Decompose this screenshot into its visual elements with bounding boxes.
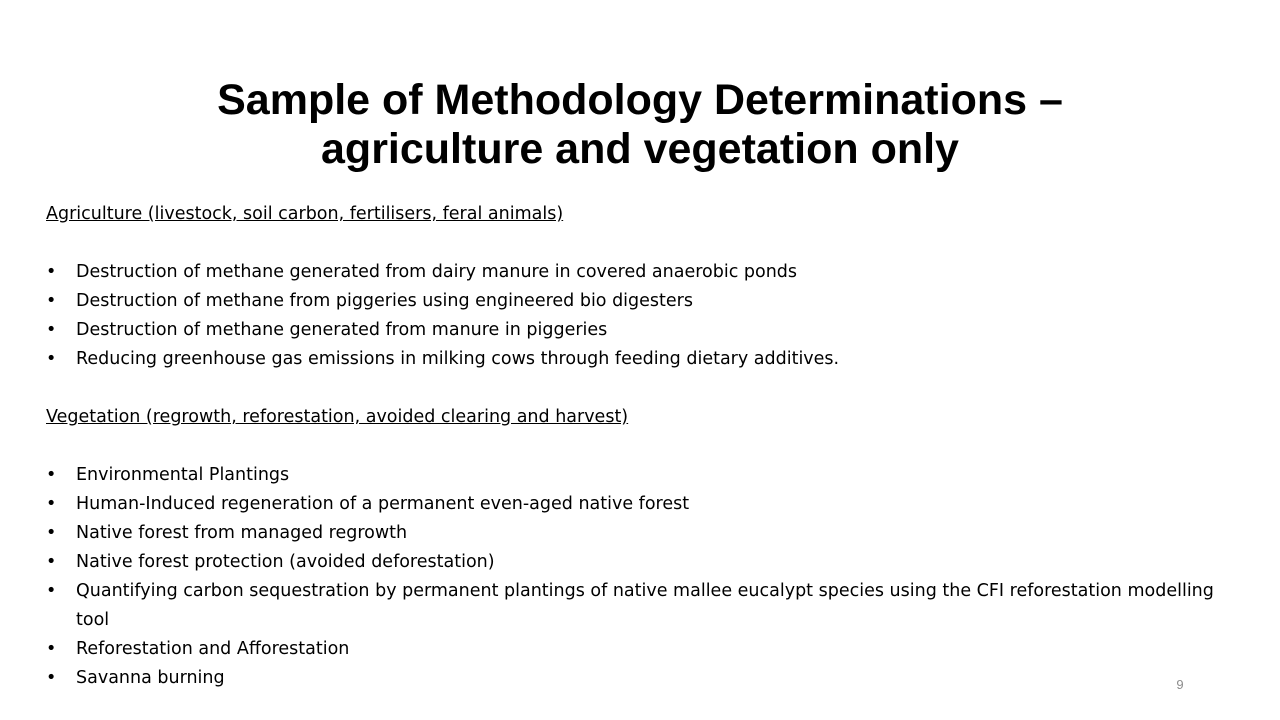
list-item: • Destruction of methane generated from dairy manure in covered anaerobic ponds	[46, 258, 1246, 287]
list-item: • Savanna burning	[46, 664, 1246, 693]
spacer	[46, 374, 1246, 403]
spacer	[46, 229, 1246, 258]
spacer	[46, 432, 1246, 461]
slide-title-line-1: Sample of Methodology Determinations –	[217, 76, 1063, 124]
list-item: • Destruction of methane from piggeries using engineered bio digesters	[46, 287, 1246, 316]
list-item: • Quantifying carbon sequestration by permanent plantings of native mallee eucalypt species using the CFI reforestation modelling tool	[46, 577, 1246, 635]
section-heading-agriculture: Agriculture (livestock, soil carbon, fertilisers, feral animals)	[46, 204, 564, 224]
list-item: • Native forest protection (avoided deforestation)	[46, 548, 1246, 577]
bullet-list-vegetation	[46, 461, 1246, 693]
slide-body	[46, 200, 1246, 693]
list-item: • Destruction of methane generated from manure in piggeries	[46, 316, 1246, 345]
list-item: • Human-Induced regeneration of a permanent even-aged native forest	[46, 490, 1246, 519]
section-agriculture	[46, 200, 1246, 374]
list-item: • Reforestation and Afforestation	[46, 635, 1246, 664]
section-heading-vegetation: Vegetation (regrowth, reforestation, avoided clearing and harvest)	[46, 407, 629, 427]
list-item: • Native forest from managed regrowth	[46, 519, 1246, 548]
list-item: • Reducing greenhouse gas emissions in milking cows through feeding dietary additives.	[46, 345, 1246, 374]
list-item: • Environmental Plantings	[46, 461, 1246, 490]
slide-title	[60, 76, 1220, 174]
slide-title-line-2: agriculture and vegetation only	[321, 125, 959, 173]
bullet-list-agriculture	[46, 258, 1246, 374]
section-vegetation	[46, 403, 1246, 693]
page-number: 9	[1176, 677, 1184, 692]
